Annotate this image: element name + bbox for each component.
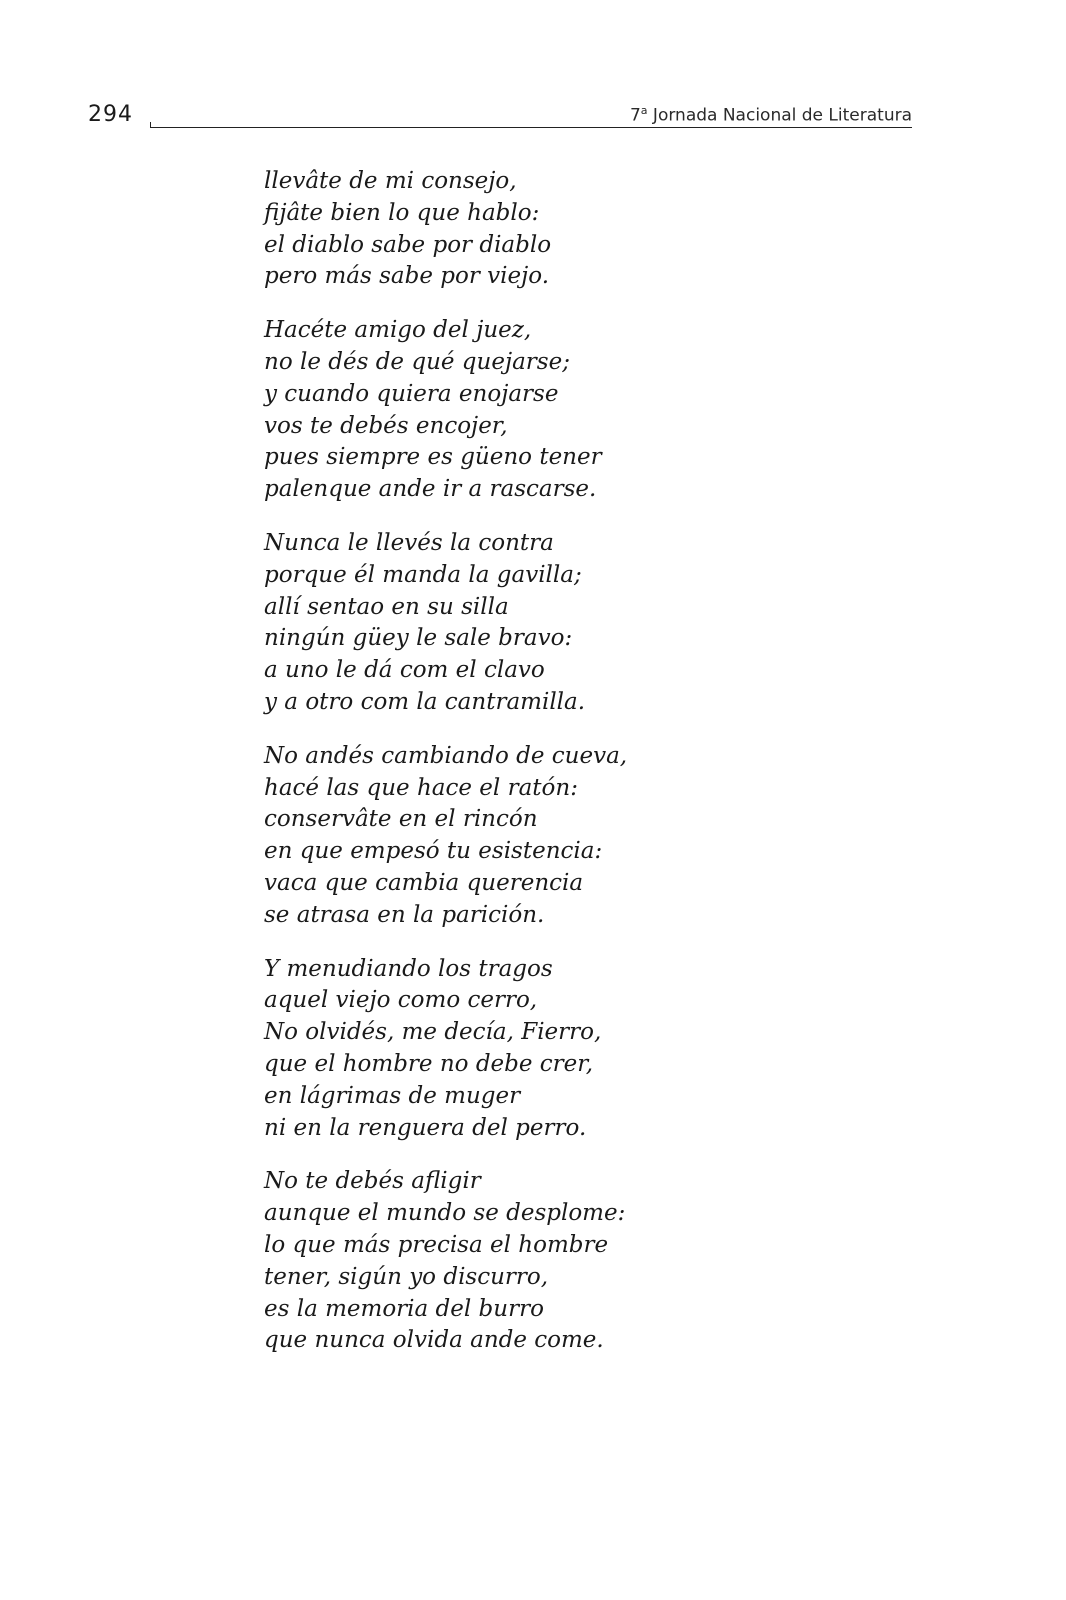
verse-line: en que empesó tu esistencia: bbox=[264, 838, 603, 865]
verse-line: Nunca le llevés la contra bbox=[264, 529, 554, 556]
journal-ordinal-suffix: a bbox=[640, 104, 648, 117]
stanza-6 bbox=[264, 1166, 964, 1357]
page-number: 294 bbox=[88, 102, 133, 127]
verse-line: No andés cambiando de cueva, bbox=[264, 742, 628, 769]
verse-line: a uno le dá com el clavo bbox=[264, 657, 545, 684]
verse-line: en lágrimas de muger bbox=[264, 1082, 521, 1109]
verse-line: es la memoria del burro bbox=[264, 1295, 544, 1322]
verse-line: que el hombre no debe crer, bbox=[264, 1050, 594, 1077]
stanza-5 bbox=[264, 954, 964, 1145]
verse-line: Y menudiando los tragos bbox=[264, 955, 553, 982]
verse-line: se atrasa en la parición. bbox=[264, 901, 545, 928]
verse-line: tener, sigún yo discurro, bbox=[264, 1263, 549, 1290]
verse-line: aquel viejo como cerro, bbox=[264, 987, 538, 1014]
verse-line: el diablo sabe por diablo bbox=[264, 231, 552, 258]
header-rule bbox=[150, 127, 912, 128]
verse-line: no le dés de qué quejarse; bbox=[264, 348, 570, 375]
verse-line: conservâte en el rincón bbox=[264, 806, 538, 833]
verse-line: porque él manda la gavilla; bbox=[264, 561, 582, 588]
journal-ordinal: 7 bbox=[629, 105, 641, 126]
verse-line: y a otro com la cantramilla. bbox=[264, 688, 586, 715]
verse-line: vaca que cambia querencia bbox=[264, 869, 584, 896]
stanza-2 bbox=[264, 315, 964, 506]
verse-line: que nunca olvida ande come. bbox=[264, 1327, 604, 1354]
verse-line: pero más sabe por viejo. bbox=[264, 263, 550, 290]
verse-line: No olvidés, me decía, Fierro, bbox=[264, 1019, 602, 1046]
verse-line: No te debés afligir bbox=[264, 1168, 481, 1195]
verse-line: y cuando quiera enojarse bbox=[264, 380, 559, 407]
stanza-3 bbox=[264, 528, 964, 719]
verse-line: vos te debés encojer, bbox=[264, 412, 508, 439]
verse-line: pues siempre es güeno tener bbox=[264, 444, 602, 471]
verse-line: fijâte bien lo que hablo: bbox=[264, 199, 540, 226]
verse-line: ningún güey le sale bravo: bbox=[264, 625, 573, 652]
journal-name: Jornada Nacional de Literatura bbox=[647, 105, 912, 126]
verse-line: palenque ande ir a rascarse. bbox=[264, 476, 597, 503]
verse-line: allí sentao en su silla bbox=[264, 593, 509, 620]
running-header bbox=[88, 96, 920, 136]
verse-line: llevâte de mi consejo, bbox=[264, 168, 517, 194]
journal-title bbox=[630, 104, 912, 126]
verse-line: hacé las que hace el ratón: bbox=[264, 774, 578, 801]
verse-line: ni en la renguera del perro. bbox=[264, 1114, 587, 1141]
stanza-1 bbox=[264, 166, 964, 293]
stanza-4 bbox=[264, 741, 964, 932]
poem-body bbox=[264, 166, 964, 1379]
verse-line: aunque el mundo se desplome: bbox=[264, 1200, 626, 1227]
verse-line: Hacéte amigo del juez, bbox=[264, 317, 532, 344]
verse-line: lo que más precisa el hombre bbox=[264, 1231, 609, 1258]
